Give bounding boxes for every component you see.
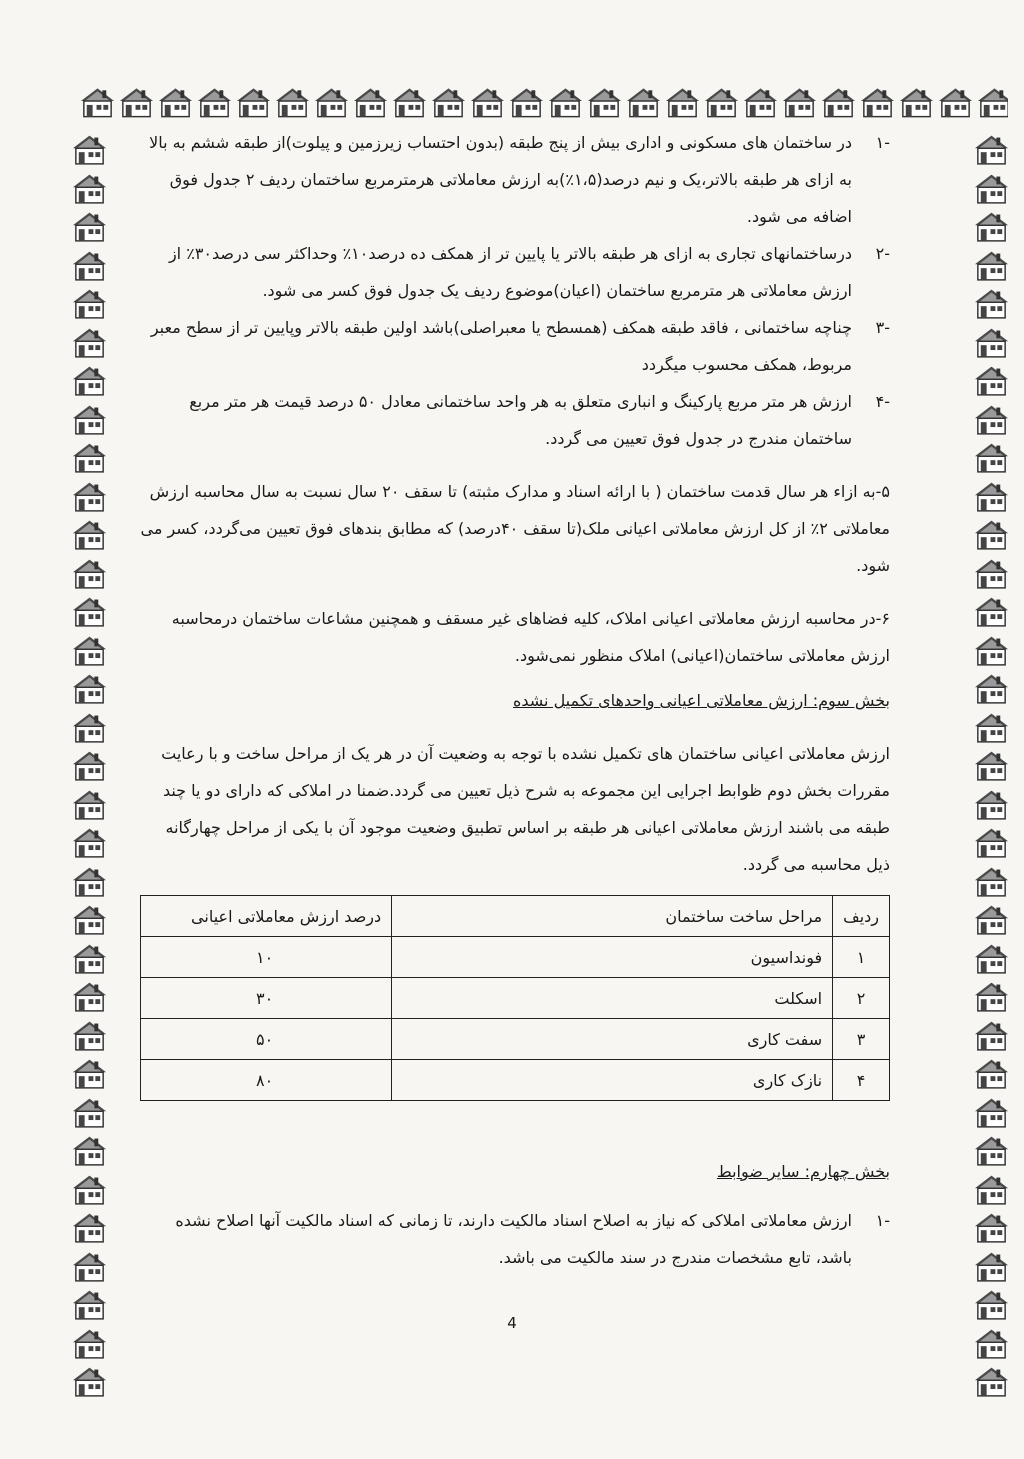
house-icon xyxy=(70,207,109,246)
house-icon xyxy=(70,284,109,323)
house-icon xyxy=(70,1016,109,1055)
house-icon xyxy=(70,1170,109,1209)
house-icon xyxy=(972,1093,1011,1132)
house-border-left xyxy=(70,130,114,1400)
house-icon xyxy=(972,977,1011,1016)
cell-stage: سفت کاری xyxy=(392,1019,833,1060)
house-icon xyxy=(70,554,109,593)
cell-row-number: ۱ xyxy=(833,937,890,978)
section-3-text: ارزش معاملاتی اعیانی ساختمان های تکمیل نشده با توجه به وضعیت آن در هر یک از مراحل ساخت و با رعایت مقررات بخش دوم ظوابط اجرایی این مجموعه به شرح ذیل تعیین می گردد.ضمنا در املاکی که دارای دو یا چند طبقه می باشند ارزش معاملاتی اعیانی هر طبقه بر اساس تطبیق وضعیت موجود آن با یکی از مراحل چهارگانه ذیل محاسبه می گردد. xyxy=(161,744,890,874)
house-icon xyxy=(972,515,1011,554)
house-icon xyxy=(972,207,1011,246)
house-icon xyxy=(390,84,429,120)
house-icon xyxy=(468,84,507,120)
header-row-number: ردیف xyxy=(833,896,890,937)
house-border-top xyxy=(78,84,1008,120)
house-icon xyxy=(312,84,351,120)
house-icon xyxy=(972,284,1011,323)
house-icon xyxy=(351,84,390,120)
house-icon xyxy=(70,1362,109,1400)
item-text: ارزش معاملاتی املاکی که نیاز به اصلاح اسناد مالکیت دارند، تا زمانی که اسناد مالکیت آنها اصلاح نشده باشد، تابع مشخصات مندرج در سند مالکیت می باشد. xyxy=(175,1211,852,1267)
house-icon xyxy=(972,400,1011,439)
house-icon xyxy=(70,515,109,554)
house-icon xyxy=(70,785,109,824)
cell-percent: ۳۰ xyxy=(141,978,392,1019)
list-item xyxy=(140,124,890,235)
cell-percent: ۸۰ xyxy=(141,1060,392,1101)
house-icon xyxy=(972,130,1011,169)
house-icon xyxy=(70,669,109,708)
house-icon xyxy=(972,939,1011,978)
house-icon xyxy=(780,84,819,120)
house-icon xyxy=(972,361,1011,400)
house-icon xyxy=(70,746,109,785)
house-icon xyxy=(975,84,1008,120)
house-icon xyxy=(972,554,1011,593)
house-icon xyxy=(70,862,109,901)
table-row xyxy=(141,978,890,1019)
house-icon xyxy=(70,939,109,978)
cell-row-number: ۲ xyxy=(833,978,890,1019)
house-icon xyxy=(972,900,1011,939)
house-icon xyxy=(546,84,585,120)
house-icon xyxy=(972,1054,1011,1093)
list-item xyxy=(140,383,890,457)
list-item xyxy=(140,1202,890,1276)
item-text: درساختمانهای تجاری به ازای هر طبقه بالاتر یا پایین تر از همکف ده درصد۱۰٪ وحداکثر سی درصد۳۰٪ از ارزش معاملاتی هر مترمربع ساختمان (اعیان)موضوع ردیف یک جدول فوق کسر می شود. xyxy=(168,244,852,300)
house-icon xyxy=(624,84,663,120)
section-4-heading: بخش چهارم: سایر ضوابط xyxy=(716,1162,890,1181)
house-icon xyxy=(897,84,936,120)
house-icon xyxy=(70,246,109,285)
header-stage: مراحل ساخت ساختمان xyxy=(392,896,833,937)
house-icon xyxy=(156,84,195,120)
paragraph-5: ۵-به ازاء هر سال قدمت ساختمان ( با ارائه اسناد و مدارک مثبته) تا سقف ۲۰ سال نسبت به سال محاسبه ارزش معاملاتی ۲٪ از کل ارزش معاملاتی اعیانی ملک(تا سقف ۴۰درصد) که مطابق بندهای فوق تعیین می‌گردد، کسر می شود. xyxy=(140,482,890,575)
paragraph-6: ۶-در محاسبه ارزش معاملاتی اعیانی املاک، کلیه فضاهای غیر مسقف و همچنین مشاعات ساختمان درمحاسبه ارزش معاملاتی ساختمان(اعیانی) املاک منظور نمی‌شود. xyxy=(171,609,890,665)
house-icon xyxy=(70,631,109,670)
table-row xyxy=(141,937,890,978)
house-icon xyxy=(70,1247,109,1286)
house-icon xyxy=(70,169,109,208)
house-icon xyxy=(972,746,1011,785)
house-icon xyxy=(972,1016,1011,1055)
house-icon xyxy=(663,84,702,120)
house-icon xyxy=(858,84,897,120)
house-icon xyxy=(972,169,1011,208)
house-icon xyxy=(70,477,109,516)
house-icon xyxy=(70,1208,109,1247)
house-icon xyxy=(234,84,273,120)
house-icon xyxy=(741,84,780,120)
house-icon xyxy=(972,1247,1011,1286)
cell-stage: نازک کاری xyxy=(392,1060,833,1101)
house-icon xyxy=(972,862,1011,901)
house-icon xyxy=(70,323,109,362)
item-text: چناچه ساختمانی ، فاقد طبقه همکف (همسطح یا معبراصلی)باشد اولین طبقه بالاتر وپایین تر از سطح معبر مربوط، همکف محسوب میگردد xyxy=(150,318,852,374)
house-icon xyxy=(195,84,234,120)
house-icon xyxy=(70,900,109,939)
item-number: -۳ xyxy=(875,318,890,337)
house-icon xyxy=(972,1362,1011,1400)
house-icon xyxy=(972,785,1011,824)
cell-percent: ۵۰ xyxy=(141,1019,392,1060)
list-item xyxy=(140,235,890,309)
table-row xyxy=(141,1060,890,1101)
document-body xyxy=(140,124,890,1276)
house-border-right xyxy=(972,130,1016,1400)
house-icon xyxy=(972,823,1011,862)
cell-stage: فونداسیون xyxy=(392,937,833,978)
house-icon xyxy=(70,1054,109,1093)
construction-stages-table xyxy=(140,895,890,1101)
item-number: -۱ xyxy=(875,133,890,152)
house-icon xyxy=(273,84,312,120)
house-icon xyxy=(507,84,546,120)
cell-row-number: ۴ xyxy=(833,1060,890,1101)
header-percent: درصد ارزش معاملاتی اعیانی xyxy=(141,896,392,937)
house-icon xyxy=(702,84,741,120)
house-icon xyxy=(819,84,858,120)
house-icon xyxy=(117,84,156,120)
house-icon xyxy=(585,84,624,120)
house-icon xyxy=(70,400,109,439)
cell-percent: ۱۰ xyxy=(141,937,392,978)
table-row xyxy=(141,1019,890,1060)
house-icon xyxy=(70,823,109,862)
house-icon xyxy=(972,323,1011,362)
house-icon xyxy=(70,361,109,400)
items-top-list xyxy=(140,124,890,457)
page-number: 4 xyxy=(507,1314,517,1332)
house-icon xyxy=(972,708,1011,747)
house-icon xyxy=(429,84,468,120)
house-icon xyxy=(972,669,1011,708)
house-icon xyxy=(70,130,109,169)
house-icon xyxy=(972,592,1011,631)
house-icon xyxy=(70,592,109,631)
table-header-row xyxy=(141,896,890,937)
section-3-heading: بخش سوم: ارزش معاملاتی اعیانی واحدهای تکمیل نشده xyxy=(512,691,890,710)
house-icon xyxy=(972,438,1011,477)
house-icon xyxy=(936,84,975,120)
item-number: -۴ xyxy=(875,392,890,411)
house-icon xyxy=(78,84,117,120)
house-icon xyxy=(972,477,1011,516)
house-icon xyxy=(972,246,1011,285)
house-icon xyxy=(70,977,109,1016)
house-icon xyxy=(70,438,109,477)
item-number: -۱ xyxy=(875,1211,890,1230)
house-icon xyxy=(70,708,109,747)
house-icon xyxy=(972,1170,1011,1209)
item-text: ارزش هر متر مربع پارکینگ و انباری متعلق به هر واحد ساختمانی معادل ۵۰ درصد قیمت هر متر مربع ساختمان مندرج در جدول فوق تعیین می گردد. xyxy=(189,392,852,448)
item-number: -۲ xyxy=(875,244,890,263)
house-icon xyxy=(70,1093,109,1132)
house-icon xyxy=(70,1131,109,1170)
house-icon xyxy=(972,631,1011,670)
list-item xyxy=(140,309,890,383)
cell-row-number: ۳ xyxy=(833,1019,890,1060)
item-text: در ساختمان های مسکونی و اداری بیش از پنج طبقه (بدون احتساب زیرزمین و پیلوت)از طبقه ششم به بالا به ازای هر طبقه بالاتر،یک و نیم درصد(۱،۵٪)به ارزش معاملاتی هرمترمربع ساختمان ردیف ۲ جدول فوق اضافه می شود. xyxy=(149,133,852,226)
cell-stage: اسکلت xyxy=(392,978,833,1019)
house-icon xyxy=(972,1131,1011,1170)
house-icon xyxy=(972,1208,1011,1247)
